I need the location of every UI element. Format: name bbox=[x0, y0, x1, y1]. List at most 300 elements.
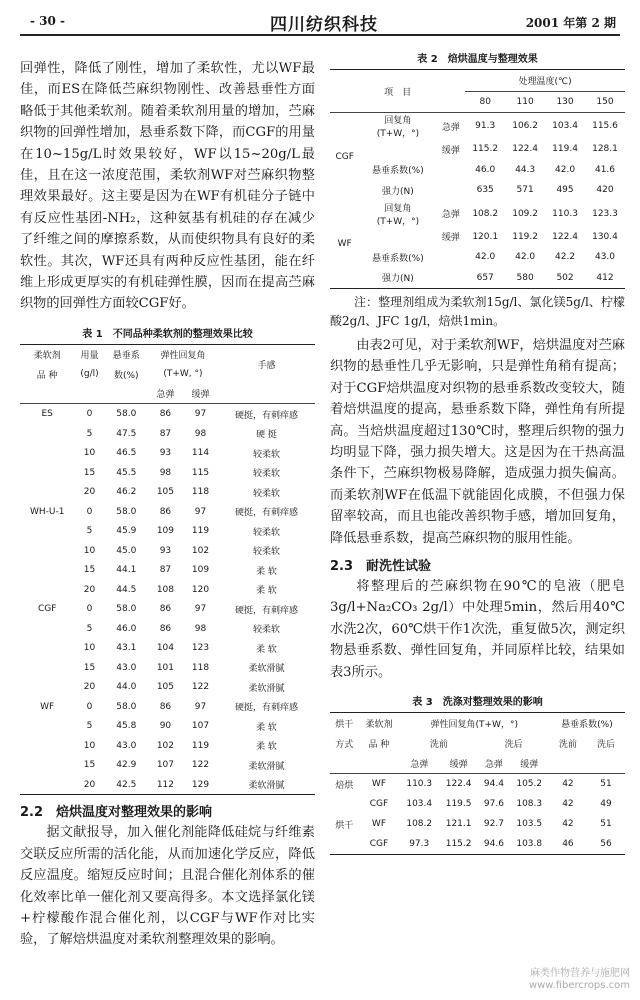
table1-cell: 20 bbox=[83, 682, 96, 693]
table1-cell: 柔软滑腻 bbox=[248, 683, 285, 694]
table1-cell: 105 bbox=[156, 487, 175, 498]
t3-h-drape: 悬垂系数(%) bbox=[561, 719, 613, 730]
watermark bbox=[529, 968, 630, 992]
table1-cell: 柔软滑腻 bbox=[248, 664, 285, 675]
table-row bbox=[20, 521, 315, 541]
table1-cell: 硬挺，有刺痒感 bbox=[234, 703, 298, 714]
table3-header-row3 bbox=[330, 753, 625, 774]
table3-cell: 103.8 bbox=[516, 839, 543, 850]
table1-cell: 97 bbox=[194, 409, 207, 420]
table2-cell: 120.1 bbox=[472, 231, 499, 242]
table1-cell: 10 bbox=[83, 545, 96, 556]
table3-cell: 108.2 bbox=[406, 819, 433, 830]
table3-header-row bbox=[330, 713, 625, 734]
table3-caption: 表 3 洗涤对整理效果的影响 bbox=[412, 697, 543, 709]
table-row bbox=[330, 160, 625, 181]
table1-cell: 118 bbox=[191, 487, 210, 498]
table1-cell: 93 bbox=[159, 545, 172, 556]
table3-cell bbox=[330, 794, 358, 814]
table1-cell: 87 bbox=[159, 428, 172, 439]
table2-row-label bbox=[359, 268, 436, 289]
table2-cell: 119.4 bbox=[552, 144, 578, 155]
table1-cell: 97 bbox=[194, 604, 207, 615]
table3-cell: 46 bbox=[562, 839, 574, 850]
table1-cell: 112 bbox=[156, 779, 175, 790]
table1-cell: 20 bbox=[83, 487, 96, 498]
t1-h-recovery-unit: (T+W, °) bbox=[163, 369, 203, 380]
table1-caption: 表 1 不同品种柔软剂的整理效果比较 bbox=[82, 328, 253, 340]
table3-cell: 110.3 bbox=[406, 779, 433, 790]
table2-row-label bbox=[359, 180, 436, 201]
table1-cell: 98 bbox=[159, 467, 172, 478]
table-row bbox=[330, 794, 625, 814]
journal-title: 四川纺织科技 bbox=[270, 15, 378, 35]
table1-cell: WF bbox=[40, 701, 55, 712]
table1-cell: 118 bbox=[191, 662, 210, 673]
table3-cell: 51 bbox=[600, 779, 612, 790]
table3-cell: 121.1 bbox=[445, 819, 472, 830]
table1-cell: 86 bbox=[159, 506, 172, 517]
table2-group-name: WF bbox=[337, 239, 352, 250]
table1-cell: 45.8 bbox=[116, 721, 137, 732]
section-2-3-title: 2.3 耐洗性试验 bbox=[330, 559, 432, 575]
table2-label-text: 悬垂系数(%) bbox=[372, 253, 424, 264]
t3-h-before: 洗前 bbox=[429, 739, 448, 750]
table2-cell: 42.0 bbox=[515, 252, 536, 263]
table1-cell bbox=[20, 638, 74, 658]
table1-cell: 122 bbox=[191, 682, 210, 693]
table2-cell: 412 bbox=[596, 272, 614, 283]
table3-cell: WF bbox=[371, 779, 386, 790]
table1-cell: 0 bbox=[86, 506, 93, 517]
table2-kind: 急弹 bbox=[441, 210, 460, 220]
t3-h-drape-after: 洗后 bbox=[596, 739, 615, 750]
table1-cell: 102 bbox=[156, 740, 175, 751]
table1-cell: 107 bbox=[156, 760, 175, 771]
table1-cell: 98 bbox=[194, 428, 207, 439]
table1-cell: 86 bbox=[159, 701, 172, 712]
table1-body bbox=[20, 404, 315, 795]
table3-cell: CGF bbox=[369, 839, 389, 850]
t3-h-drape-before: 洗前 bbox=[558, 739, 577, 750]
table1-cell: 较柔软 bbox=[252, 527, 280, 538]
table1-cell: 硬挺，有刺痒感 bbox=[234, 605, 298, 616]
table3-body bbox=[330, 774, 625, 855]
table2 bbox=[330, 69, 625, 289]
table3-cell: 94.4 bbox=[483, 779, 504, 790]
table-row bbox=[20, 736, 315, 756]
table1-cell bbox=[20, 755, 74, 775]
table-row bbox=[20, 658, 315, 678]
t1-h-dose-unit: (g/l) bbox=[80, 369, 99, 380]
table2-row-label bbox=[359, 160, 436, 181]
table2-cell: 103.4 bbox=[552, 121, 578, 131]
table1-cell: 129 bbox=[191, 779, 210, 790]
table1-cell: 86 bbox=[159, 604, 172, 615]
table3-cell: 108.3 bbox=[516, 799, 543, 810]
table3-cell: 42 bbox=[562, 819, 574, 830]
table1-cell: 58.0 bbox=[116, 506, 137, 517]
table2-cell: 122.4 bbox=[552, 231, 578, 242]
t3-h-agent2: 品 种 bbox=[368, 739, 390, 750]
table2-caption: 表 2 焙烘温度与整理效果 bbox=[417, 54, 538, 65]
table2-cell: 115.6 bbox=[592, 121, 618, 131]
table1-cell: 44.5 bbox=[116, 584, 137, 595]
table1-cell bbox=[20, 521, 74, 541]
table-row bbox=[20, 502, 315, 522]
table2-cell: 128.1 bbox=[592, 144, 618, 155]
table1-cell bbox=[20, 541, 74, 561]
table-row bbox=[20, 404, 315, 424]
table3-cell: 焙烘 bbox=[335, 780, 354, 791]
table3 bbox=[330, 712, 625, 855]
right-paragraph: 由表2可见，对于柔软剂WF，焙烘温度对苎麻织物的悬垂性几乎无影响，只是弹性角稍有提高；对于CGF焙烘温度对织物的悬垂系数改变较大，随着焙烘温度的提高，悬垂系数下降，弹性角有所提高。当焙烘温度超过130℃时，整理后织物的强力均明显下降，强力损失增大。这是因为在干热高温条件下，苎麻织物极易降解，造成强力损失偏高。而柔软剂WF在低温下就能固化成膜，不但强力保留率较高，而且也能改善织物手感，增加回复角，降低悬垂系数，提高苎麻织物的服用性能。 bbox=[330, 338, 625, 546]
table3-cell: 103.4 bbox=[406, 799, 433, 810]
table1-cell: 105 bbox=[156, 682, 175, 693]
table1-cell: 109 bbox=[156, 526, 175, 537]
table3-cell: 51 bbox=[600, 819, 612, 830]
table3-cell: 103.5 bbox=[516, 819, 543, 830]
table3-header-row2 bbox=[330, 733, 625, 753]
table-row bbox=[20, 755, 315, 775]
table2-cell: 46.0 bbox=[475, 164, 496, 175]
t3-h-after: 洗后 bbox=[504, 739, 523, 750]
table1-cell: 109 bbox=[191, 565, 210, 576]
table2-cell: 106.2 bbox=[512, 121, 538, 131]
table1-cell: 柔软滑腻 bbox=[248, 781, 285, 792]
table-row bbox=[20, 677, 315, 697]
table1-cell: 15 bbox=[83, 467, 96, 478]
table2-cell: 635 bbox=[476, 185, 494, 196]
table1-cell: 45.9 bbox=[116, 526, 137, 537]
table2-cell: 119.2 bbox=[512, 231, 538, 242]
left-top-paragraph: 回弹性，降低了刚性，增加了柔软性，尤以WF最佳，而ES在降低苎麻织物刚性、改善悬垂性方面略低于其他柔软剂。随着柔软剂用量的增加，苎麻织物的回弹性增加，悬垂系数下降，而CGF的用量在10~15g/L时效果较好，WF以15~20g/L最佳，且在这一浓度范围，柔软剂WF对苎麻织物整理效果最好。这主要是因为在WF有机硅分子链中有反应性基团-NH₂，这种氨基有机硅的存在减少了纤维之间的摩擦系数，从而使织物具有良好的柔软性。其次，WF还具有两种反应性基团，能在纤维上形成更厚实的有机硅弹性膜，因而在提高苎麻织物的回弹性方面较CGF好。 bbox=[20, 61, 315, 312]
table-row bbox=[20, 716, 315, 736]
table1-cell: 58.0 bbox=[116, 604, 137, 615]
table2-label-sub: (T+W，°) bbox=[376, 216, 420, 227]
table1-cell bbox=[20, 716, 74, 736]
table1-cell: ES bbox=[41, 409, 53, 420]
table-row bbox=[20, 697, 315, 717]
watermark-line2: www.fibercrops.com bbox=[528, 980, 630, 991]
table2-row-label bbox=[359, 227, 436, 248]
table1-cell: 45.0 bbox=[116, 545, 137, 556]
table2-cell: 42.0 bbox=[555, 164, 576, 175]
table1-cell bbox=[20, 482, 74, 502]
table3-cell: 56 bbox=[600, 839, 612, 850]
table1-cell bbox=[20, 580, 74, 600]
table-row bbox=[20, 560, 315, 580]
table2-cell: 123.3 bbox=[592, 208, 618, 219]
table2-cell: 110.3 bbox=[552, 208, 578, 219]
table1-cell: 柔 软 bbox=[256, 722, 277, 733]
table1-cell: 柔 软 bbox=[256, 644, 277, 655]
table-row bbox=[330, 814, 625, 834]
t1-h-agent: 柔软剂 bbox=[33, 351, 61, 362]
table2-cell: 115.2 bbox=[472, 144, 499, 155]
table1-cell: 46.2 bbox=[116, 487, 137, 498]
table-row bbox=[20, 580, 315, 600]
table1-cell: 15 bbox=[83, 760, 96, 771]
t3-h-fast2: 急弹 bbox=[484, 759, 503, 770]
t3-h-slow1: 缓弹 bbox=[449, 759, 468, 770]
table3-cell bbox=[330, 834, 358, 855]
table1-cell: 102 bbox=[191, 545, 210, 556]
table2-header-row bbox=[330, 70, 625, 92]
table1-cell: 硬挺，有刺痒感 bbox=[234, 410, 298, 421]
table2-cell: 580 bbox=[516, 272, 534, 283]
table1-cell: 87 bbox=[159, 565, 172, 576]
table2-row-label bbox=[359, 139, 436, 160]
table3-cell: 115.2 bbox=[445, 839, 472, 850]
page-header bbox=[20, 8, 620, 34]
table3-cell: 119.5 bbox=[445, 799, 472, 810]
table2-cell: 109.2 bbox=[512, 208, 538, 219]
table-row bbox=[20, 541, 315, 561]
table1-cell: 115 bbox=[191, 467, 210, 478]
table1-cell: 5 bbox=[86, 526, 93, 537]
table-row bbox=[20, 443, 315, 463]
table1-cell: 47.5 bbox=[116, 428, 137, 439]
table1-cell: 45.5 bbox=[116, 467, 137, 478]
table1-cell bbox=[20, 424, 74, 444]
table1-cell: 0 bbox=[86, 701, 93, 712]
table2-kind: 缓弹 bbox=[441, 233, 460, 244]
t3-h-agent: 柔软剂 bbox=[365, 719, 393, 730]
table3-cell: CGF bbox=[369, 799, 389, 810]
table1-cell: 86 bbox=[159, 623, 172, 634]
table2-label-text: 回复角 bbox=[384, 203, 412, 214]
table2-cell: 495 bbox=[556, 185, 574, 196]
table2-kind: 急弹 bbox=[441, 122, 460, 133]
table1-cell bbox=[20, 677, 74, 697]
table1-cell: 46.5 bbox=[116, 448, 137, 459]
table1-cell bbox=[20, 736, 74, 756]
table1-cell: 43.1 bbox=[116, 643, 137, 654]
table-row bbox=[20, 638, 315, 658]
section-2-3-paragraph: 将整理后的苎麻织物在90℃的皂液（肥皂3g/l+Na₂CO₃ 2g/l）中处理5min，然后用40℃水洗2次，60℃烘干作1次洗，重复做5次，测定织物悬垂系数、弹性回复角，并同原样比较，结果如表3所示。 bbox=[330, 579, 625, 680]
table3-cell: 97.3 bbox=[409, 839, 430, 850]
table2-cell: 91.3 bbox=[475, 121, 496, 131]
table-row bbox=[330, 180, 625, 201]
table1-cell: 97 bbox=[194, 506, 207, 517]
table1-cell bbox=[20, 775, 74, 795]
table-row bbox=[330, 268, 625, 289]
section-2-2-paragraph: 据文献报导，加入催化剂能降低硅烷与纤维素交联反应所需的活化能，从而加速化学反应，降低反应温度。缩短反应时间；且混合催化剂体系的催化效率比单一催化剂又要高得多。本文选择氯化镁+柠檬酸作混合催化剂，以CGF与WF作对比实验，了解焙烘温度对柔软剂整理效果的影响。 bbox=[20, 825, 315, 948]
table1-cell: 10 bbox=[83, 643, 96, 654]
table2-kind bbox=[436, 160, 465, 181]
table1-cell: 5 bbox=[86, 428, 93, 439]
left-column bbox=[20, 58, 315, 951]
table1-cell: 较柔软 bbox=[252, 625, 280, 636]
table2-label-text: 强力(N) bbox=[382, 274, 414, 285]
table1-cell: 93 bbox=[159, 448, 172, 459]
table1-header-row bbox=[20, 344, 315, 364]
table1-cell: 43.0 bbox=[116, 740, 137, 751]
table2-kind: 缓弹 bbox=[441, 145, 460, 156]
table-row bbox=[330, 113, 625, 140]
table1-cell: 较柔软 bbox=[252, 547, 280, 558]
table1-cell: 5 bbox=[86, 721, 93, 732]
table1-cell: 硬 挺 bbox=[256, 430, 277, 441]
t3-h-fast1: 急弹 bbox=[410, 759, 429, 770]
table1-cell bbox=[20, 658, 74, 678]
table2-body bbox=[330, 113, 625, 289]
table2-label-sub: (T+W，°) bbox=[376, 129, 420, 139]
table1-cell bbox=[20, 560, 74, 580]
t1-h-drape: 悬垂系 bbox=[112, 351, 140, 362]
table2-label-text: 悬垂系数(%) bbox=[372, 166, 424, 177]
table-row bbox=[330, 774, 625, 795]
table2-group-name: CGF bbox=[335, 151, 354, 162]
t1-h-hand: 手感 bbox=[257, 360, 276, 371]
t3-h-slow2: 缓弹 bbox=[520, 759, 539, 770]
table2-cell: 571 bbox=[516, 185, 534, 196]
table2-cell: 657 bbox=[476, 272, 494, 283]
table1-cell: 43.0 bbox=[116, 662, 137, 673]
table1-cell: 119 bbox=[191, 740, 210, 751]
table1-cell: 10 bbox=[83, 740, 96, 751]
table1-cell bbox=[20, 619, 74, 639]
table1-cell: 44.0 bbox=[116, 682, 137, 693]
table1-cell: 104 bbox=[156, 643, 175, 654]
table1-cell: 5 bbox=[86, 623, 93, 634]
issue-label: 2001 年第 2 期 bbox=[525, 16, 616, 30]
table3-cell: 97.6 bbox=[483, 799, 504, 810]
t1-h-slow: 缓弹 bbox=[191, 390, 210, 401]
table1-cell: 0 bbox=[86, 409, 93, 420]
table1-cell: 柔 软 bbox=[256, 586, 277, 597]
table2-row-label bbox=[359, 201, 436, 227]
table-row bbox=[20, 619, 315, 639]
table2-label-text: 强力(N) bbox=[382, 186, 414, 197]
table1-cell: WH-U-1 bbox=[29, 506, 65, 517]
table2-cell: 42.0 bbox=[475, 252, 496, 263]
t2-h-temp: 处理温度(℃) bbox=[465, 70, 625, 92]
table-row bbox=[20, 482, 315, 502]
t2-h-item: 项 目 bbox=[384, 87, 412, 98]
section-2-2-title: 2.2 焙烘温度对整理效果的影响 bbox=[20, 805, 213, 821]
table2-cell: 41.6 bbox=[594, 164, 616, 175]
t2-temp-3: 150 bbox=[596, 96, 614, 107]
right-column bbox=[330, 50, 625, 855]
t3-h-recovery: 弹性回复角(T+W，°) bbox=[430, 719, 518, 730]
table3-cell: WF bbox=[371, 819, 386, 830]
table1-cell: 较柔软 bbox=[252, 449, 280, 460]
table-row bbox=[20, 463, 315, 483]
table2-row-label bbox=[359, 113, 436, 140]
table1-cell: 58.0 bbox=[116, 409, 137, 420]
table1-cell: 15 bbox=[83, 662, 96, 673]
table1-cell: 46.0 bbox=[116, 623, 137, 634]
table1-cell: 20 bbox=[83, 779, 96, 790]
table3-cell: 92.7 bbox=[483, 819, 504, 830]
t1-h-recovery: 弹性回复角 bbox=[160, 351, 206, 362]
table1-cell: 98 bbox=[194, 623, 207, 634]
table1-cell: 15 bbox=[83, 565, 96, 576]
table-row bbox=[330, 834, 625, 855]
t2-temp-2: 130 bbox=[556, 96, 574, 107]
table1-cell: 86 bbox=[159, 409, 172, 420]
table1-cell: CGF bbox=[37, 604, 57, 615]
table1-cell: 123 bbox=[191, 643, 210, 654]
table1-cell: 较柔软 bbox=[252, 488, 280, 499]
table1-cell: 42.9 bbox=[116, 760, 137, 771]
table-row bbox=[330, 227, 625, 248]
table1-cell bbox=[20, 443, 74, 463]
table-row bbox=[20, 775, 315, 795]
t2-temp-1: 110 bbox=[516, 96, 534, 107]
table2-cell: 44.3 bbox=[515, 164, 536, 175]
table1-cell: 119 bbox=[191, 526, 210, 537]
table2-cell: 43.0 bbox=[594, 252, 616, 263]
t1-h-kind: 品 种 bbox=[36, 370, 58, 381]
table1-cell: 101 bbox=[156, 662, 175, 673]
table1-cell: 44.1 bbox=[116, 565, 137, 576]
watermark-line1: 麻类作物营养与施肥网 bbox=[530, 968, 630, 979]
table3-cell: 49 bbox=[600, 799, 612, 810]
table3-cell: 42 bbox=[562, 779, 574, 790]
table2-kind bbox=[436, 268, 465, 289]
t3-h-method2: 方式 bbox=[335, 739, 354, 750]
table-row bbox=[330, 201, 625, 227]
table-row bbox=[330, 139, 625, 160]
table1-header-row3 bbox=[20, 384, 315, 404]
t3-h-method: 烘干 bbox=[335, 719, 354, 730]
table1-cell: 90 bbox=[159, 721, 172, 732]
table1-cell: 柔软滑腻 bbox=[248, 761, 285, 772]
table-row bbox=[20, 424, 315, 444]
table2-kind bbox=[436, 247, 465, 268]
table2-label-text: 回复角 bbox=[384, 116, 412, 126]
table1-cell: 10 bbox=[83, 448, 96, 459]
table1-cell bbox=[20, 463, 74, 483]
table1-cell: 硬挺，有刺痒感 bbox=[234, 508, 298, 519]
table1-cell: 柔 软 bbox=[256, 742, 277, 753]
table1-cell: 122 bbox=[191, 760, 210, 771]
table2-cell: 130.4 bbox=[592, 231, 618, 242]
table2-cell: 122.4 bbox=[512, 144, 538, 155]
table2-cell: 420 bbox=[596, 185, 614, 196]
table1-cell: 114 bbox=[191, 448, 210, 459]
table3-cell: 105.2 bbox=[516, 779, 543, 790]
table1-cell: 柔 软 bbox=[256, 566, 277, 577]
table2-row-label bbox=[359, 247, 436, 268]
table1-cell: 0 bbox=[86, 604, 93, 615]
table1-cell: 42.5 bbox=[116, 779, 137, 790]
table1-cell: 120 bbox=[191, 584, 210, 595]
header-rule bbox=[20, 34, 620, 36]
table3-cell: 烘干 bbox=[335, 820, 354, 831]
table1-cell: 107 bbox=[191, 721, 210, 732]
table-row bbox=[20, 599, 315, 619]
t1-h-dose: 用量 bbox=[80, 351, 99, 362]
table1-cell: 较柔软 bbox=[252, 469, 280, 480]
table3-cell: 122.4 bbox=[445, 779, 472, 790]
table-row bbox=[330, 247, 625, 268]
table2-kind bbox=[436, 180, 465, 201]
table2-cell: 108.2 bbox=[472, 208, 499, 219]
table2-cell: 42.2 bbox=[555, 252, 576, 263]
t1-h-drape2: 数(%) bbox=[113, 370, 139, 381]
table1-cell: 58.0 bbox=[116, 701, 137, 712]
table3-cell: 42 bbox=[562, 799, 574, 810]
page-number: - 30 - bbox=[30, 14, 66, 28]
table1-cell: 20 bbox=[83, 584, 96, 595]
table1-cell: 108 bbox=[156, 584, 175, 595]
table3-cell: 94.6 bbox=[483, 839, 504, 850]
t1-h-fast: 急弹 bbox=[156, 390, 175, 401]
